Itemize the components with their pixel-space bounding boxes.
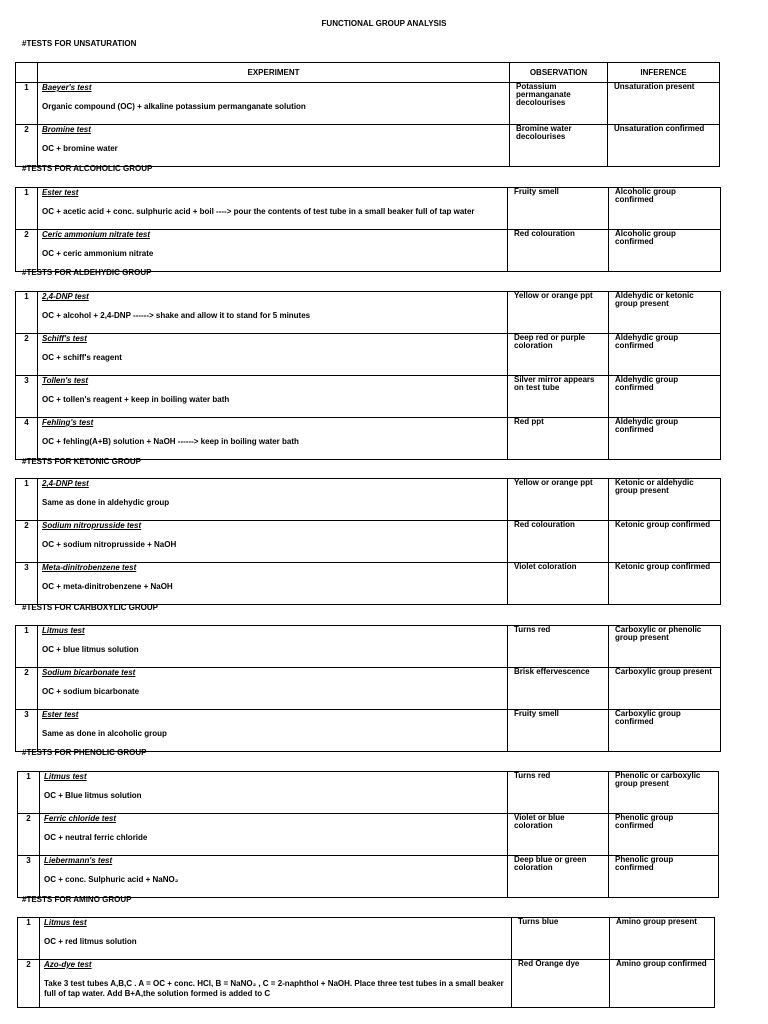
inference-cell: Ketonic group confirmed bbox=[609, 521, 721, 563]
row-number: 2 bbox=[16, 668, 38, 710]
table-row bbox=[16, 479, 721, 521]
test-name: Litmus test bbox=[44, 918, 87, 927]
procedure: Same as done in alcoholic group bbox=[42, 729, 167, 738]
test-table bbox=[17, 771, 719, 898]
inference-cell: Carboxylic group present bbox=[609, 668, 721, 710]
document-title: FUNCTIONAL GROUP ANALYSIS bbox=[321, 19, 447, 28]
inference-cell: Ketonic group confirmed bbox=[609, 563, 721, 605]
table-header-row bbox=[16, 63, 720, 83]
test-name: Ester test bbox=[42, 188, 79, 197]
inference-cell: Aldehydic group confirmed bbox=[609, 376, 721, 418]
experiment-cell bbox=[40, 814, 508, 856]
procedure: Same as done in aldehydic group bbox=[42, 498, 170, 507]
row-number: 1 bbox=[16, 292, 38, 334]
inference-cell: Phenolic group confirmed bbox=[609, 856, 719, 898]
test-name: Baeyer's test bbox=[42, 83, 92, 92]
procedure: OC + sodium bicarbonate bbox=[42, 687, 140, 696]
experiment-cell bbox=[40, 960, 512, 1008]
test-table bbox=[15, 291, 721, 460]
test-name: Liebermann's test bbox=[44, 856, 113, 865]
test-name: Bromine test bbox=[42, 125, 91, 134]
test-table bbox=[17, 917, 715, 1008]
row-number: 2 bbox=[18, 960, 40, 1008]
observation-cell: Red colouration bbox=[508, 521, 609, 563]
section-heading: #TESTS FOR AMINO GROUP bbox=[22, 895, 132, 904]
table-row bbox=[18, 814, 719, 856]
test-name: Litmus test bbox=[42, 626, 85, 635]
header-inference: INFERENCE bbox=[608, 63, 720, 83]
section-heading: #TESTS FOR CARBOXYLIC GROUP bbox=[22, 603, 159, 612]
table-row bbox=[16, 230, 721, 272]
table-row bbox=[16, 125, 720, 167]
procedure: Take 3 test tubes A,B,C . A = OC + conc. HCl, B = NaNO₂ , C = 2-naphthol + NaOH. Place three test tubes in a small beaker full of tap water. Add B+A,the solution formed is added to C bbox=[44, 979, 504, 998]
row-number: 2 bbox=[16, 334, 38, 376]
test-name: Litmus test bbox=[44, 772, 87, 781]
observation-cell: Red Orange dye bbox=[512, 960, 610, 1008]
table-row bbox=[16, 626, 721, 668]
experiment-cell bbox=[40, 856, 508, 898]
table-row bbox=[16, 376, 721, 418]
observation-cell: Deep blue or green coloration bbox=[508, 856, 609, 898]
header-experiment: EXPERIMENT bbox=[38, 63, 510, 83]
experiment-cell bbox=[38, 479, 508, 521]
experiment-cell bbox=[38, 521, 508, 563]
procedure: OC + tollen's reagent + keep in boiling water bath bbox=[42, 395, 230, 404]
experiment-cell bbox=[38, 292, 508, 334]
experiment-cell bbox=[38, 83, 510, 125]
inference-cell: Aldehydic or ketonic group present bbox=[609, 292, 721, 334]
row-number: 2 bbox=[18, 814, 40, 856]
row-number: 3 bbox=[16, 710, 38, 752]
row-number: 1 bbox=[18, 772, 40, 814]
row-number: 2 bbox=[16, 125, 38, 167]
experiment-cell bbox=[40, 772, 508, 814]
procedure: OC + red litmus solution bbox=[44, 937, 137, 946]
test-name: Azo-dye test bbox=[44, 960, 92, 969]
procedure: OC + bromine water bbox=[42, 144, 118, 153]
procedure: OC + meta-dinitrobenzene + NaOH bbox=[42, 582, 173, 591]
experiment-cell bbox=[38, 710, 508, 752]
table-row bbox=[18, 918, 715, 960]
observation-cell: Fruity smell bbox=[508, 710, 609, 752]
row-number: 4 bbox=[16, 418, 38, 460]
inference-cell: Ketonic or aldehydic group present bbox=[609, 479, 721, 521]
observation-cell: Bromine water decolourises bbox=[510, 125, 608, 167]
test-table bbox=[15, 62, 720, 167]
table-row bbox=[16, 292, 721, 334]
observation-cell: Violet coloration bbox=[508, 563, 609, 605]
experiment-cell bbox=[38, 668, 508, 710]
test-name: Tollen's test bbox=[42, 376, 89, 385]
procedure: OC + blue litmus solution bbox=[42, 645, 139, 654]
observation-cell: Red ppt bbox=[508, 418, 609, 460]
header-observation: OBSERVATION bbox=[510, 63, 608, 83]
inference-cell: Carboxylic or phenolic group present bbox=[609, 626, 721, 668]
observation-cell: Turns red bbox=[508, 772, 609, 814]
observation-cell: Red colouration bbox=[508, 230, 609, 272]
test-name: 2,4-DNP test bbox=[42, 292, 89, 301]
test-name: Ceric ammonium nitrate test bbox=[42, 230, 151, 239]
table-row bbox=[18, 856, 719, 898]
inference-cell: Alcoholic group confirmed bbox=[609, 188, 721, 230]
observation-cell: Brisk effervescence bbox=[508, 668, 609, 710]
inference-cell: Phenolic group confirmed bbox=[609, 814, 719, 856]
test-table bbox=[15, 187, 721, 272]
experiment-cell bbox=[40, 918, 512, 960]
experiment-cell bbox=[38, 376, 508, 418]
procedure: Organic compound (OC) + alkaline potassium permanganate solution bbox=[42, 102, 306, 111]
procedure: OC + fehling(A+B) solution + NaOH ------> keep in boiling water bath bbox=[42, 437, 299, 446]
observation-cell: Turns blue bbox=[512, 918, 610, 960]
table-row bbox=[16, 668, 721, 710]
test-name: Sodium bicarbonate test bbox=[42, 668, 136, 677]
observation-cell: Potassium permanganate decolourises bbox=[510, 83, 608, 125]
procedure: OC + schiff's reagent bbox=[42, 353, 122, 362]
row-number: 3 bbox=[18, 856, 40, 898]
test-name: Ferric chloride test bbox=[44, 814, 117, 823]
experiment-cell bbox=[38, 334, 508, 376]
row-number: 2 bbox=[16, 230, 38, 272]
row-number: 3 bbox=[16, 563, 38, 605]
procedure: OC + alcohol + 2,4-DNP ------> shake and allow it to stand for 5 minutes bbox=[42, 311, 311, 320]
inference-cell: Aldehydic group confirmed bbox=[609, 418, 721, 460]
row-number: 1 bbox=[16, 83, 38, 125]
observation-cell: Silver mirror appears on test tube bbox=[508, 376, 609, 418]
procedure: OC + acetic acid + conc. sulphuric acid + boil ----> pour the contents of test tube in a small beaker full of tap water bbox=[42, 207, 475, 216]
procedure: OC + sodium nitroprusside + NaOH bbox=[42, 540, 177, 549]
test-name: Ester test bbox=[42, 710, 79, 719]
procedure: OC + ceric ammonium nitrate bbox=[42, 249, 154, 258]
inference-cell: Phenolic or carboxylic group present bbox=[609, 772, 719, 814]
experiment-cell bbox=[38, 563, 508, 605]
observation-cell: Yellow or orange ppt bbox=[508, 479, 609, 521]
procedure: OC + neutral ferric chloride bbox=[44, 833, 148, 842]
observation-cell: Fruity smell bbox=[508, 188, 609, 230]
test-table bbox=[15, 625, 721, 752]
test-name: 2,4-DNP test bbox=[42, 479, 89, 488]
test-name: Meta-dinitrobenzene test bbox=[42, 563, 137, 572]
observation-cell: Deep red or purple coloration bbox=[508, 334, 609, 376]
observation-cell: Yellow or orange ppt bbox=[508, 292, 609, 334]
table-row bbox=[16, 188, 721, 230]
test-name: Schiff's test bbox=[42, 334, 87, 343]
table-row bbox=[16, 563, 721, 605]
table-row bbox=[16, 710, 721, 752]
table-row bbox=[16, 521, 721, 563]
procedure: OC + Blue litmus solution bbox=[44, 791, 142, 800]
inference-cell: Alcoholic group confirmed bbox=[609, 230, 721, 272]
row-number: 2 bbox=[16, 521, 38, 563]
row-number: 1 bbox=[18, 918, 40, 960]
experiment-cell bbox=[38, 418, 508, 460]
inference-cell: Carboxylic group confirmed bbox=[609, 710, 721, 752]
experiment-cell bbox=[38, 188, 508, 230]
experiment-cell bbox=[38, 626, 508, 668]
test-name: Sodium nitroprusside test bbox=[42, 521, 142, 530]
section-heading: #TESTS FOR ALCOHOLIC GROUP bbox=[22, 164, 153, 173]
section-heading: #TESTS FOR ALDEHYDIC GROUP bbox=[22, 268, 152, 277]
test-name: Fehling's test bbox=[42, 418, 94, 427]
row-number: 1 bbox=[16, 188, 38, 230]
observation-cell: Violet or blue coloration bbox=[508, 814, 609, 856]
row-number: 1 bbox=[16, 626, 38, 668]
table-row bbox=[18, 960, 715, 1008]
row-number: 3 bbox=[16, 376, 38, 418]
section-heading: #TESTS FOR PHENOLIC GROUP bbox=[22, 748, 147, 757]
header-number bbox=[16, 63, 38, 83]
inference-cell: Amino group present bbox=[610, 918, 715, 960]
table-row bbox=[16, 83, 720, 125]
row-number: 1 bbox=[16, 479, 38, 521]
inference-cell: Amino group confirmed bbox=[610, 960, 715, 1008]
inference-cell: Unsaturation confirmed bbox=[608, 125, 720, 167]
section-heading: #TESTS FOR UNSATURATION bbox=[22, 39, 137, 48]
experiment-cell bbox=[38, 230, 508, 272]
experiment-cell bbox=[38, 125, 510, 167]
table-row bbox=[18, 772, 719, 814]
inference-cell: Aldehydic group confirmed bbox=[609, 334, 721, 376]
section-heading: #TESTS FOR KETONIC GROUP bbox=[22, 457, 141, 466]
test-table bbox=[15, 478, 721, 605]
observation-cell: Turns red bbox=[508, 626, 609, 668]
table-row bbox=[16, 418, 721, 460]
table-row bbox=[16, 334, 721, 376]
inference-cell: Unsaturation present bbox=[608, 83, 720, 125]
procedure: OC + conc. Sulphuric acid + NaNO₂ bbox=[44, 875, 179, 884]
